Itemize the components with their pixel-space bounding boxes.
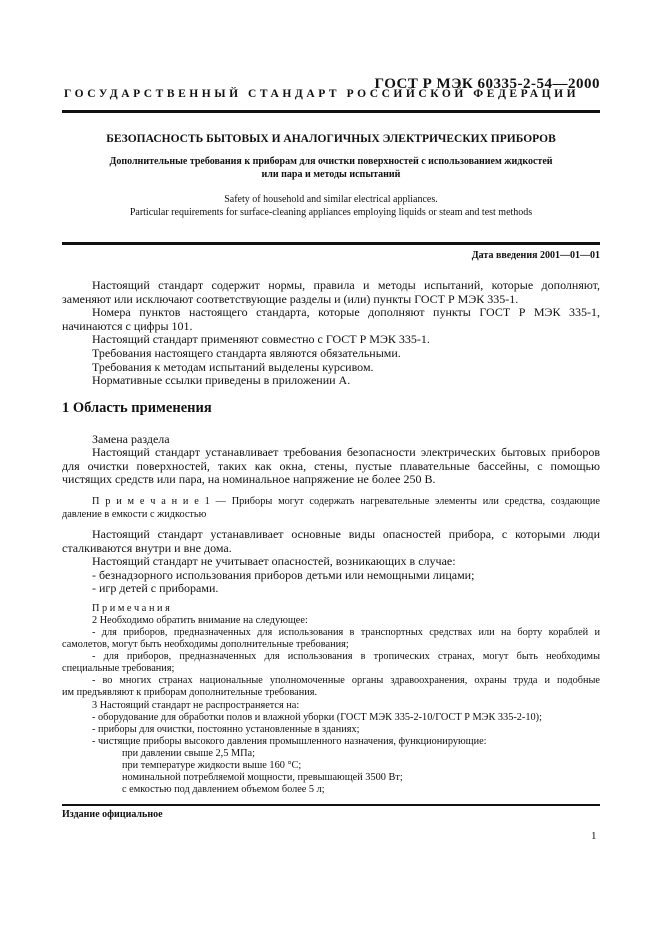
paragraph-line: при температуре жидкости выше 160 °С;	[122, 759, 302, 771]
paragraph-line: начинаются с цифры 101.	[62, 318, 193, 333]
paragraph-line: Настоящий стандарт применяют совместно с ГОСТ Р МЭК 335-1.	[92, 332, 430, 347]
paragraph-line: - во многих странах национальные уполномоченные органы здравоохранения, охраны труда и подобные	[92, 675, 600, 687]
paragraph-line: - чистящие приборы высокого давления промышленного назначения, функционирующие:	[92, 735, 487, 747]
paragraph-line: - для приборов, предназначенных для использования в тропических странах, могут быть необходимы	[92, 651, 600, 663]
paragraph-line: давление в емкости с жидкостью	[62, 508, 207, 520]
official-edition-label: Издание официальное	[62, 809, 163, 820]
section-heading-scope: 1 Область применения	[62, 400, 212, 416]
intro-section	[62, 279, 600, 388]
paragraph-line: Номера пунктов настоящего стандарта, которые дополняют пункты ГОСТ Р МЭК 335-1,	[92, 305, 600, 320]
paragraph-line: сталкиваются внутри и вне дома.	[62, 540, 232, 555]
paragraph-line: самолетов, могут быть необходимы дополнительные требования;	[62, 639, 349, 651]
paragraph-line: - оборудование для обработки полов и влажной уборки (ГОСТ МЭК 335-2-10/ГОСТ Р МЭК 335-2-10);	[92, 711, 542, 723]
document-code: ГОСТ Р МЭК 60335-2-54—2000	[374, 76, 600, 92]
scope-continuation	[62, 528, 600, 596]
paragraph-line: Замена раздела	[92, 432, 170, 446]
notes-section	[62, 603, 600, 796]
english-title	[62, 194, 600, 219]
title-divider	[62, 242, 600, 245]
english-title-line: Safety of household and similar electrical appliances.	[224, 194, 438, 205]
header-divider	[62, 110, 600, 113]
paragraph-line: для очистки поверхностей, таких как окна, стены, пустые плавательные бассейны, с помощью	[62, 458, 600, 473]
document-subtitle	[62, 155, 600, 181]
paragraph-line: Требования к методам испытаний выделены курсивом.	[92, 359, 374, 374]
paragraph-line: Настоящий стандарт содержит нормы, правила и методы испытаний, которые дополняют,	[92, 278, 600, 292]
paragraph-line: с емкостью под давлением объемом более 5 л;	[122, 783, 325, 795]
paragraph-line: специальные требования;	[62, 663, 175, 675]
paragraph-line: 3 Настоящий стандарт не распространяется на:	[92, 699, 300, 711]
paragraph-line: чистящих средств или пара, на номинальное напряжение не более 250 В.	[62, 472, 436, 487]
paragraph-line: Настоящий стандарт устанавливает основные виды опасностей прибора, с которыми люди	[92, 527, 600, 541]
paragraph-line: - безнадзорного использования приборов детьми или немощными лицами;	[92, 567, 475, 582]
paragraph-line: - для приборов, предназначенных для использования в транспортных средствах или на борту кораблей и	[92, 627, 600, 639]
subtitle-line: Дополнительные требования к приборам для очистки поверхностей с использованием жидкостей	[109, 156, 553, 167]
effective-date: Дата введения 2001—01—01	[471, 250, 600, 261]
paragraph-line: - приборы для очистки, постоянно установленные в зданиях;	[92, 723, 360, 735]
paragraph-line: - игр детей с приборами.	[92, 581, 219, 595]
document-title: БЕЗОПАСНОСТЬ БЫТОВЫХ И АНАЛОГИЧНЫХ ЭЛЕКТРИЧЕСКИХ ПРИБОРОВ	[106, 133, 556, 145]
paragraph-line: Требования настоящего стандарта являются обязательными.	[92, 345, 401, 360]
scope-section	[62, 433, 600, 487]
footer-divider	[62, 804, 600, 806]
page-number: 1	[591, 830, 597, 842]
note-1	[62, 496, 600, 521]
paragraph-line: заменяют или исключают соответствующие разделы и (или) пункты ГОСТ Р МЭК 335-1.	[62, 291, 519, 306]
english-title-line: Particular requirements for surface-cleaning appliances employing liquids or steam and test methods	[129, 206, 533, 218]
paragraph-line: при давлении свыше 2,5 МПа;	[122, 747, 255, 759]
paragraph-line: Нормативные ссылки приведены в приложении А.	[92, 373, 351, 388]
paragraph-line: Настоящий стандарт устанавливает требования безопасности электрических бытовых приборов	[92, 445, 600, 460]
paragraph-line: П р и м е ч а н и я	[92, 603, 170, 614]
state-standard-header: ГОСУДАРСТВЕННЫЙ СТАНДАРТ РОССИЙСКОЙ ФЕДЕРАЦИИ	[64, 88, 580, 100]
paragraph-line: 2 Необходимо обратить внимание на следующее:	[92, 615, 308, 627]
paragraph-line: им предъявляют к приборам дополнительные требования.	[62, 687, 318, 699]
paragraph-line: П р и м е ч а н и е 1 — Приборы могут содержать нагревательные элементы или средства, создающие	[92, 496, 600, 507]
subtitle-line: или пара и методы испытаний	[261, 169, 401, 180]
paragraph-line: номинальной потребляемой мощности, превышающей 3500 Вт;	[122, 771, 403, 783]
paragraph-line: Настоящий стандарт не учитывает опасностей, возникающих в случае:	[92, 554, 456, 568]
